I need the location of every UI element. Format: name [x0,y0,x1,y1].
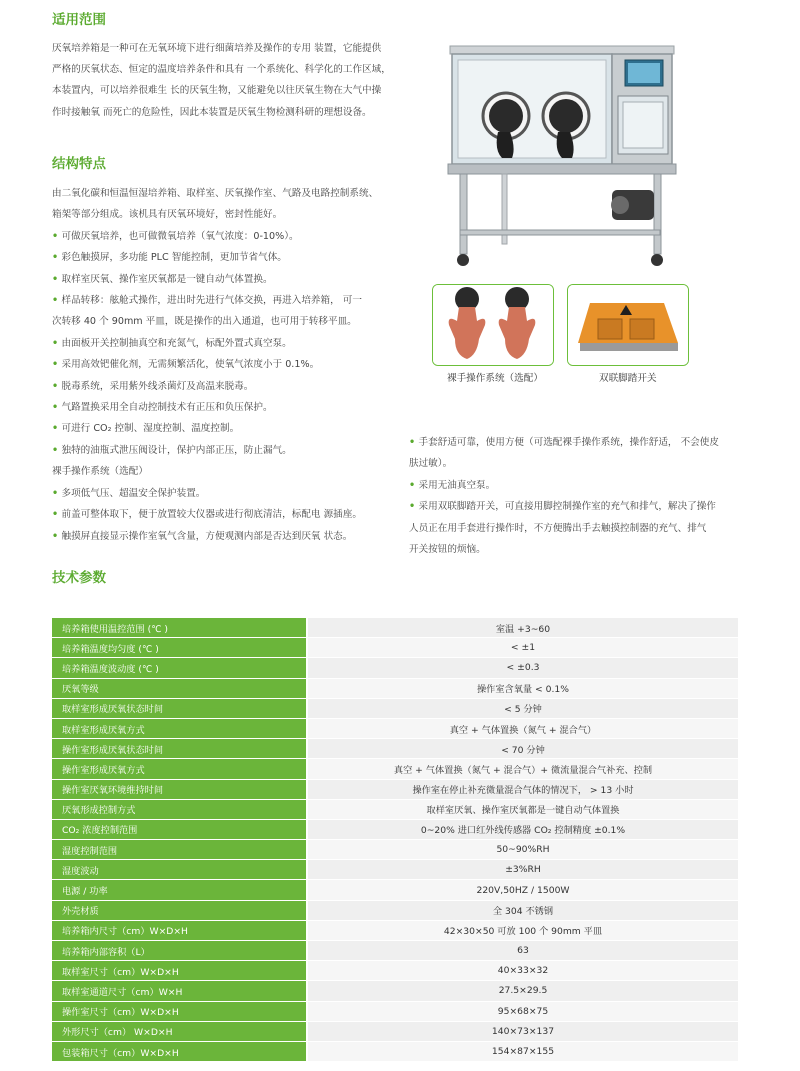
table-row [52,920,738,940]
table-row [52,638,738,658]
spec-value: 50~90%RH [307,840,738,860]
scope-heading: 适用范围 [52,12,106,28]
intro-line: 本装置内，可以培养很难生 长的厌氧生物，又能避免以往厌氧生物在大气中操 [52,85,382,97]
bullet-icon: • [52,402,62,414]
spec-key: 培养箱温度波动度 (℃ ) [52,658,307,678]
table-row [52,860,738,880]
table-row [52,880,738,900]
feature-text: 开关按钮的烦恼。 [409,544,486,556]
feature-text: 独特的油瓶式泄压阀设计，保护内部正压，防止漏气。 [61,444,292,456]
table-row [52,1041,738,1061]
table-row [52,840,738,860]
feature-line [52,269,402,290]
feature-text: 采用高效钯催化剂，无需频繁活化，使氧气浓度小于 0.1%。 [61,359,320,371]
spec-value: 27.5×29.5 [307,981,738,1001]
feature-line [409,475,754,496]
spec-value: < ±1 [307,638,738,658]
spec-key: 厌氧形成控制方式 [52,799,307,819]
spec-value: 真空 + 气体置换（氮气 + 混合气）+ 微流量混合气补充、控制 [307,759,738,779]
spec-value: 140×73×137 [307,1021,738,1041]
spec-key: 操作室形成厌氧状态时间 [52,739,307,759]
table-row [52,779,738,799]
feature-line [409,453,754,474]
feature-line [409,432,754,453]
feature-text: 裸手操作系统（选配） [52,466,148,478]
bullet-icon: • [52,423,62,435]
feature-line [52,204,402,225]
feature-text: 脱毒系统，采用紫外线杀菌灯及高温来脱毒。 [61,380,254,392]
feature-text: 触摸屏直接显示操作室氧气含量，方便观测内部是否达到厌氧 状态。 [61,530,353,542]
spec-key: 电源 / 功率 [52,880,307,900]
bullet-icon: • [52,337,62,349]
spec-key: 培养箱内部容积（L） [52,941,307,961]
spec-key: 湿度控制范围 [52,840,307,860]
feature-text: 多项低气压、超温安全保护装置。 [61,487,206,499]
specs-table [52,618,738,1062]
spec-key: 厌氧等级 [52,678,307,698]
spec-key: 操作室厌氧环境维持时间 [52,779,307,799]
feature-line [52,290,402,311]
table-row [52,618,738,638]
bullet-icon: • [52,444,62,456]
spec-key: 取样室形成厌氧方式 [52,718,307,738]
spec-value: 室温 +3~60 [307,618,738,638]
foot-pedal-image [567,284,689,366]
feature-text: 箱架等部分组成。该机具有厌氧环境好，密封性能好。 [52,209,283,221]
feature-text: 人员正在用手套进行操作时，不方便腾出手去触摸控制器的充气、排气 [409,522,707,534]
table-row [52,981,738,1001]
feature-line [409,496,754,517]
spec-key: 外壳材质 [52,900,307,920]
specs-heading: 技术参数 [52,570,106,586]
table-row [52,799,738,819]
bullet-icon: • [52,530,62,542]
feature-line [52,418,402,439]
feature-text: 次转移 40 个 90mm 平皿，既是操作的出入通道，也可用于转移平皿。 [52,316,357,328]
structure-heading: 结构特点 [52,156,106,172]
spec-key: 培养箱使用温控范围 (℃ ) [52,618,307,638]
spec-value: 全 304 不锈钢 [307,900,738,920]
spec-key: 取样室形成厌氧状态时间 [52,698,307,718]
spec-value: < 5 分钟 [307,698,738,718]
spec-key: 湿度波动 [52,860,307,880]
table-row [52,1021,738,1041]
feature-line [52,397,402,418]
feature-text: 由面板开关控制抽真空和充氮气，标配外置式真空泵。 [61,337,292,349]
feature-line [52,311,402,332]
feature-text: 肤过敏）。 [409,458,453,470]
table-row [52,718,738,738]
table-row [52,678,738,698]
spec-value: 220V,50HZ / 1500W [307,880,738,900]
table-row [52,739,738,759]
spec-key: 操作室尺寸（cm）W×D×H [52,1001,307,1021]
feature-text: 彩色触摸屏，多功能 PLC 智能控制，更加节省气体。 [61,252,287,264]
spec-value: < ±0.3 [307,658,738,678]
intro-line: 厌氧培养箱是一种可在无氧环境下进行细菌培养及操作的专用 装置，它能提供 [52,43,382,54]
features-list-continued [409,432,754,560]
features-list [52,183,402,547]
feature-text: 气路置换采用全自动控制技术有正压和负压保护。 [61,402,273,414]
table-row [52,1001,738,1021]
table-row [52,759,738,779]
feature-line [52,461,402,482]
bullet-icon: • [52,487,62,499]
feature-text: 可做厌氧培养，也可做微氧培养（氧气浓度：0-10%）。 [61,230,299,242]
feature-text: 采用无油真空泵。 [418,479,496,491]
spec-key: 外形尺寸（cm） W×D×H [52,1021,307,1041]
table-row [52,961,738,981]
spec-value: 42×30×50 可放 100 个 90mm 平皿 [307,920,738,940]
spec-value: ±3%RH [307,860,738,880]
intro-line: 严格的厌氧状态、恒定的温度培养条件和具有 一个系统化、科学化的工作区域， [52,64,391,76]
feature-text: 手套舒适可靠，使用方便（可选配裸手操作系统，操作舒适， 不会使皮 [418,437,719,448]
spec-key: 培养箱内尺寸（cm）W×D×H [52,920,307,940]
spec-value: 取样室厌氧、操作室厌氧都是一键自动气体置换 [307,799,738,819]
bullet-icon: • [409,501,419,513]
feature-line [52,354,402,375]
table-row [52,698,738,718]
bullet-icon: • [409,479,419,491]
spec-key: 操作室形成厌氧方式 [52,759,307,779]
feature-line [52,376,402,397]
bullet-icon: • [52,509,62,521]
intro-paragraph [52,38,428,123]
feature-text: 前盖可整体取下，便于放置较大仪器或进行彻底清洁，标配电 源插座。 [61,509,362,521]
bare-hand-system-caption: 裸手操作系统（选配） [447,373,543,384]
bullet-icon: • [52,273,62,285]
bullet-icon: • [52,230,62,242]
feature-line [52,183,402,204]
bare-hand-system-image [432,284,554,366]
feature-line [409,539,754,560]
spec-key: 取样室通道尺寸（cm）W×H [52,981,307,1001]
table-row [52,658,738,678]
spec-key: 取样室尺寸（cm）W×D×H [52,961,307,981]
spec-value: 0~20% 进口红外线传感器 CO₂ 控制精度 ±0.1% [307,819,738,839]
table-row [52,941,738,961]
bullet-icon: • [52,252,62,264]
feature-line [52,226,402,247]
spec-value: 154×87×155 [307,1041,738,1061]
spec-value: 63 [307,941,738,961]
spec-value: 操作室在停止补充微量混合气体的情况下， > 13 小时 [307,779,738,799]
anaerobic-incubator-image [442,40,682,272]
feature-text: 取样室厌氧、操作室厌氧都是一键自动气体置换。 [61,273,273,285]
spec-value: < 70 分钟 [307,739,738,759]
feature-text: 可进行 CO₂ 控制、湿度控制、温度控制。 [61,423,240,435]
spec-value: 操作室含氧量 < 0.1% [307,678,738,698]
spec-key: 培养箱温度均匀度 (℃ ) [52,638,307,658]
feature-line [52,526,402,547]
feature-text: 由二氧化碳和恒温恒湿培养箱、取样室、厌氧操作室、气路及电路控制系统、 [52,188,379,199]
bullet-icon: • [52,359,62,371]
feature-text: 采用双联脚踏开关，可直接用脚控制操作室的充气和排气，解决了操作 [418,501,716,513]
bullet-icon: • [52,380,62,392]
feature-text: 样品转移：舷舱式操作，进出时先进行气体交换，再进入培养箱， 可一 [61,295,362,307]
feature-line [409,518,754,539]
spec-value: 40×33×32 [307,961,738,981]
bullet-icon: • [409,437,419,448]
intro-line: 作时接触氧 而死亡的危险性，因此本装置是厌氧生物检测科研的理想设备。 [52,106,372,118]
bullet-icon: • [52,295,62,307]
spec-value: 真空 + 气体置换（氮气 + 混合气） [307,718,738,738]
table-row [52,900,738,920]
feature-line [52,333,402,354]
feature-line [52,247,402,268]
feature-line [52,440,402,461]
foot-pedal-caption: 双联脚踏开关 [599,373,657,384]
spec-value: 95×68×75 [307,1001,738,1021]
table-row [52,819,738,839]
feature-line [52,483,402,504]
feature-line [52,504,402,525]
spec-key: CO₂ 浓度控制范围 [52,819,307,839]
spec-key: 包装箱尺寸（cm）W×D×H [52,1041,307,1061]
